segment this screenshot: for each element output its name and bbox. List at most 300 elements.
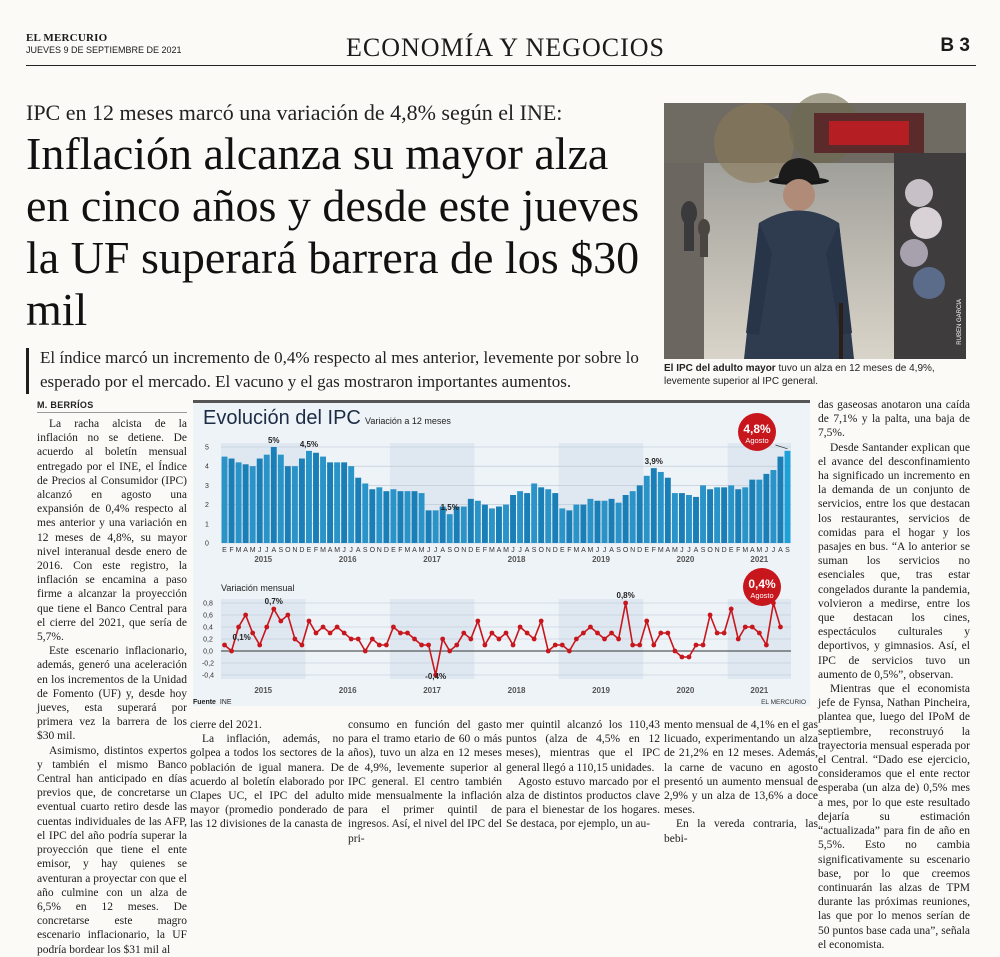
monthly-ipc-point: [658, 631, 663, 636]
monthly-ipc-point: [687, 655, 692, 660]
month-label: M: [671, 547, 678, 554]
month-label: J: [595, 547, 600, 554]
month-label: S: [616, 547, 621, 554]
month-label: F: [651, 547, 656, 554]
month-label: E: [475, 547, 481, 554]
monthly-ipc-point: [264, 625, 269, 630]
paragraph: La racha alcista de la inflación no se detiene. De acuerdo al boletín mensual entregado por el INE, el Índice de Precios al Consumidor (IPC) alcanzó en agosto una expansión de 0,4% respecto al mes anterior y una variación en 12 meses de 4,8%, su mayor nivel interanual desde enero de 2016. Con este registro, la inflación se encamina a paso firme a alcanzar la proyección que tiene el Banco Central para el cierre del 2021, que sería de 5,7%.: [37, 418, 187, 644]
bar-callout-month: Agosto: [745, 436, 769, 445]
month-label: A: [749, 547, 755, 554]
monthly-ipc-point: [490, 631, 495, 636]
monthly-ipc-point: [328, 631, 333, 636]
month-label: M: [489, 547, 495, 554]
monthly-ipc-point: [398, 631, 403, 636]
monthly-ipc-point: [532, 637, 537, 642]
ipc-bar: [496, 507, 502, 543]
year-label: 2017: [423, 686, 442, 695]
month-label: J: [342, 547, 346, 554]
month-label: D: [468, 547, 474, 554]
year-label: 2015: [254, 555, 273, 564]
month-label: A: [665, 547, 671, 554]
ipc-bar: [538, 487, 544, 543]
monthly-ipc-point: [377, 643, 382, 648]
monthly-ipc-point: [525, 631, 530, 636]
month-label: O: [622, 547, 629, 554]
body-column-1: [37, 417, 187, 957]
monthly-ipc-point: [623, 601, 628, 606]
ipc-bar: [637, 485, 643, 543]
y-tick-label: -0,2: [201, 660, 215, 668]
monthly-ipc-point: [250, 631, 255, 636]
month-label: J: [764, 547, 769, 554]
month-label: A: [440, 547, 446, 554]
month-label: D: [299, 547, 305, 554]
monthly-ipc-point: [349, 637, 354, 642]
ipc-bar: [334, 462, 340, 543]
month-label: J: [264, 547, 269, 554]
bar-data-label: 3,9%: [644, 457, 663, 467]
month-label: J: [687, 547, 691, 554]
month-label: J: [602, 547, 607, 554]
ipc-bar: [419, 493, 425, 543]
ipc-bar: [433, 510, 439, 543]
ipc-bar: [609, 499, 615, 543]
monthly-ipc-point: [694, 643, 699, 648]
ipc-bar: [679, 493, 685, 543]
monthly-ipc-point: [229, 649, 234, 654]
month-label: N: [292, 547, 298, 554]
ipc-bar: [707, 489, 713, 543]
ipc-bar: [672, 493, 678, 543]
ipc-bar: [587, 499, 593, 543]
line-callout-value: 0,4%: [748, 577, 776, 591]
byline: M. BERRÍOS: [37, 400, 187, 413]
monthly-ipc-point: [426, 643, 431, 648]
monthly-ipc-point: [616, 637, 621, 642]
month-label: J: [771, 547, 776, 554]
monthly-ipc-point: [644, 619, 649, 624]
line-callout-month: Agosto: [750, 591, 774, 600]
ipc-bar: [623, 495, 629, 543]
body-column-5: [664, 718, 818, 846]
bar-callout: [738, 413, 776, 451]
paragraph: consumo en función del gasto para el tramo etario de 60 o más años), tuvo un alza en 12 meses de 4,9%, levemente superior al IPC general. El centro también mide mensualmente la inflación para el primer quintil de ingresos. Así, el nivel del IPC del pri-: [348, 719, 502, 845]
monthly-ipc-point: [715, 631, 720, 636]
month-label: A: [243, 547, 248, 554]
monthly-ipc-point: [454, 643, 459, 648]
ipc-bar: [341, 462, 347, 543]
month-label: J: [257, 547, 262, 554]
ipc-bar: [489, 508, 495, 543]
ipc-bar: [285, 466, 291, 543]
month-label: O: [707, 547, 713, 554]
line-data-label: 0,1%: [232, 633, 251, 642]
monthly-ipc-point: [384, 643, 389, 648]
article-deck: El índice marcó un incremento de 0,4% respecto al mes anterior, levemente por sobre lo esperado por el mercado. El vacuno y el gas mostraron importantes aumentos.: [40, 348, 639, 391]
monthly-ipc-point: [475, 619, 480, 624]
monthly-ipc-point: [750, 625, 755, 630]
ipc-bar: [552, 493, 558, 543]
ipc-bar: [665, 478, 671, 543]
month-label: O: [538, 547, 544, 554]
line-chart-subtitle: Variación mensual: [221, 583, 295, 593]
monthly-ipc-point: [665, 631, 670, 636]
month-label: D: [552, 547, 558, 554]
month-label: A: [412, 547, 417, 554]
ipc-bar: [236, 462, 242, 543]
month-label: F: [736, 547, 741, 554]
month-label: A: [355, 547, 361, 554]
monthly-ipc-point: [588, 625, 593, 630]
paragraph: Agosto estuvo marcado por el alza de distintos productos clave para el bienestar de los hogares. Se destaca, por ejemplo, un au-: [506, 775, 660, 831]
ipc-bar: [383, 491, 389, 543]
ipc-bar: [222, 457, 228, 543]
month-label: M: [742, 547, 749, 554]
ipc-bar: [566, 510, 572, 543]
monthly-ipc-point: [335, 625, 340, 630]
year-label: 2020: [676, 555, 695, 564]
ipc-bar: [447, 514, 453, 543]
photo-illustration: [664, 103, 966, 359]
monthly-ipc-point: [581, 631, 586, 636]
month-label: S: [531, 547, 537, 554]
monthly-ipc-point: [307, 619, 312, 624]
line-data-label: 0,8%: [616, 591, 635, 600]
monthly-ipc-point: [342, 631, 347, 636]
body-column-2: [190, 718, 344, 832]
month-label: A: [327, 547, 333, 554]
month-label: S: [700, 547, 706, 554]
y-tick-label: 0,8: [203, 600, 213, 608]
chart-canvas: [193, 403, 810, 709]
monthly-ipc-point: [257, 643, 262, 648]
photo-caption: [664, 362, 969, 388]
month-label: E: [391, 547, 396, 554]
month-label: D: [637, 547, 643, 554]
section-title: ECONOMÍA Y NEGOCIOS: [346, 33, 665, 62]
paragraph: cierre del 2021.: [190, 719, 262, 731]
chart-source-label: Fuente: [193, 699, 216, 706]
monthly-ipc-point: [729, 607, 734, 612]
month-label: M: [573, 547, 580, 554]
month-label: F: [482, 547, 488, 554]
month-label: J: [433, 547, 438, 554]
month-label: J: [511, 547, 515, 554]
monthly-ipc-point: [363, 649, 368, 654]
year-label: 2021: [750, 686, 769, 695]
monthly-ipc-point: [736, 637, 741, 642]
ipc-bar: [700, 485, 706, 543]
ipc-bar: [742, 487, 748, 543]
ipc-bar: [468, 499, 474, 543]
month-label: A: [581, 547, 586, 554]
month-label: M: [404, 547, 411, 554]
ipc-bar: [292, 466, 298, 543]
monthly-ipc-point: [757, 631, 762, 636]
monthly-ipc-point: [243, 613, 248, 618]
monthly-ipc-point: [236, 625, 241, 630]
month-label: A: [496, 547, 502, 554]
ipc-bar: [264, 455, 270, 543]
monthly-ipc-point: [356, 637, 361, 642]
month-label: M: [418, 547, 425, 554]
ipc-bar: [728, 485, 734, 543]
monthly-ipc-point: [461, 631, 466, 636]
ipc-bar: [369, 489, 375, 543]
monthly-ipc-point: [482, 643, 487, 648]
monthly-ipc-point: [602, 637, 607, 642]
ipc-bar: [658, 472, 664, 543]
month-label: S: [362, 547, 368, 554]
chart-source: [193, 699, 232, 706]
ipc-bar: [559, 508, 565, 543]
monthly-ipc-point: [680, 655, 685, 660]
month-label: F: [229, 547, 234, 554]
paragraph: Desde Santander explican que el avance del desconfinamiento ha significado un incremento en la demanda de un conjunto de servicios, entre los que destacan los restaurantes, servicios de comidas para el hogar y los pasajes en bus. “A lo anterior se suman los servicios no esenciales que, tras estar congelados durante la pandemia, volvieron a medirse, entre los que destacan los cines, espectáculos culturales y deportivos, y gimnasios. Así, el IPC de servicios tuvo un aumento de 0,5%”, observan.: [818, 441, 970, 681]
ipc-bar: [573, 505, 579, 543]
year-label: 2020: [676, 686, 695, 695]
ipc-bar: [644, 476, 650, 543]
month-label: A: [609, 547, 614, 554]
ipc-bar: [777, 457, 783, 543]
monthly-ipc-point: [574, 637, 579, 642]
month-label: S: [447, 547, 453, 554]
monthly-ipc-point: [314, 631, 319, 636]
monthly-ipc-point: [764, 643, 769, 648]
month-label: O: [285, 547, 291, 554]
ipc-bar: [412, 491, 418, 543]
chart-title: Evolución del IPC: [203, 407, 361, 429]
ipc-bar: [355, 478, 361, 543]
ipc-bar: [313, 453, 319, 543]
month-label: D: [383, 547, 389, 554]
bar-chart-subtitle: Variación a 12 meses: [365, 416, 451, 426]
photo-credit: RUBÉN GARCÍA: [957, 299, 963, 345]
month-label: N: [376, 547, 382, 554]
month-label: M: [756, 547, 763, 554]
ipc-bar: [524, 493, 530, 543]
ipc-bar: [602, 501, 608, 543]
line-data-label: -0,4%: [425, 672, 447, 681]
page-number: B 3: [940, 35, 970, 56]
y-tick-label: 0: [205, 540, 209, 548]
body-column-6: [818, 398, 970, 952]
month-label: O: [454, 547, 460, 554]
article-kicker: IPC en 12 meses marcó una variación de 4,8% según el INE:: [26, 100, 563, 125]
monthly-ipc-point: [405, 631, 410, 636]
article-photo: [664, 103, 966, 359]
paragraph: das gaseosas anotaron una caída de 7,1% y la palta, una baja de 7,5%.: [818, 399, 970, 440]
page-header: [26, 32, 976, 66]
monthly-ipc-point: [321, 625, 326, 630]
month-label: M: [657, 547, 664, 554]
body-column-4: [506, 718, 660, 832]
paragraph: Mientras que el economista jefe de Fynsa, Nathan Pincheira, plantea que, luego del IPoM de septiembre, reconstruyó la trayectoria mensual esperada por el Central. “Dado ese ejercicio, consideramos que el ente rector esperaba (un alza de) 0,5% mes a mes, por lo que este resultado dejaría su estimación “actualizada” para fin de año en 5,5%. Esto no cambia significativamente su escenario base, por lo que creemos continuarán las alzas de TPM durante las próximas reuniones, las que por lo menos serían de 50 puntos base cada una”, señala el economista.: [818, 683, 970, 951]
year-label: 2016: [338, 555, 357, 564]
line-callout: [743, 568, 781, 606]
month-label: E: [728, 547, 734, 554]
newspaper-name: EL MERCURIO: [26, 32, 108, 44]
ipc-bar: [770, 470, 776, 543]
deck-rule: [26, 348, 29, 394]
monthly-ipc-point: [595, 631, 600, 636]
ipc-bar: [693, 497, 699, 543]
ipc-bar: [405, 491, 411, 543]
paragraph: Asimismo, distintos expertos y también el mismo Banco Central han anticipado en días previos que, de concretarse un eventual cuarto retiro desde las cuentas individuales de las AFP, el IPC del año podría superar la proyección que tiene el ente emisor, y hay quienes se aventuran a proyectar con que el año culmine con un alza de 6,5% en 12 meses. De concretarse este magro escenario inflacionario, la UF podría bordear los $31 mil al: [37, 744, 187, 956]
ipc-bar: [510, 495, 516, 543]
month-label: M: [235, 547, 242, 554]
month-label: M: [587, 547, 594, 554]
month-label: A: [524, 547, 530, 554]
monthly-ipc-point: [391, 625, 396, 630]
month-label: N: [630, 547, 636, 554]
bar-data-label: 4,5%: [299, 439, 319, 449]
monthly-ipc-point: [701, 643, 706, 648]
ipc-bar: [686, 495, 692, 543]
monthly-ipc-point: [468, 637, 473, 642]
ipc-bar: [426, 510, 432, 543]
y-tick-label: 0,4: [203, 624, 213, 632]
ipc-bar: [785, 451, 791, 543]
line-data-label: 0,7%: [264, 597, 283, 606]
monthly-ipc-point: [672, 649, 677, 654]
y-tick-label: 0,2: [203, 636, 213, 644]
ipc-bar: [320, 457, 326, 543]
monthly-ipc-point: [419, 643, 424, 648]
monthly-ipc-point: [609, 631, 614, 636]
month-label: N: [461, 547, 467, 554]
paragraph: mento mensual de 4,1% en el gas licuado, experimentando un alza de 21,2% en 12 meses. Además, la carne de vacuno en agosto presentó un aumento mensual de 2,9% y un alza de 13,6% a doce meses.: [664, 719, 818, 817]
monthly-ipc-point: [300, 643, 305, 648]
ipc-bar: [243, 464, 249, 543]
y-tick-label: 1: [205, 521, 209, 529]
monthly-ipc-point: [370, 637, 375, 642]
ipc-bar: [306, 451, 312, 543]
month-label: E: [644, 547, 650, 554]
ipc-bar: [475, 501, 481, 543]
monthly-ipc-point: [447, 649, 452, 654]
month-label: F: [398, 547, 403, 554]
monthly-ipc-point: [292, 637, 297, 642]
ipc-bar: [595, 501, 601, 543]
caption-text: tuvo un alza en 12 meses de 4,9%, levemente superior al IPC general.: [664, 363, 935, 387]
ipc-chart: [193, 400, 810, 706]
ipc-bar: [257, 459, 263, 543]
year-label: 2019: [592, 686, 610, 695]
month-label: J: [426, 547, 431, 554]
ipc-bar: [278, 455, 284, 543]
y-tick-label: 0,6: [203, 612, 213, 620]
ipc-bar: [362, 483, 368, 543]
ipc-bar: [721, 487, 727, 543]
year-label: 2021: [750, 555, 769, 564]
year-label: 2018: [507, 686, 526, 695]
caption-lead: El IPC del adulto mayor: [664, 363, 776, 374]
month-label: F: [313, 547, 319, 554]
monthly-ipc-point: [637, 643, 642, 648]
ipc-bar: [327, 462, 333, 543]
month-label: E: [559, 547, 565, 554]
monthly-ipc-point: [778, 625, 783, 630]
monthly-ipc-point: [546, 649, 551, 654]
ipc-bar: [756, 480, 762, 543]
issue-date: JUEVES 9 DE SEPTIEMBRE DE 2021: [26, 45, 182, 55]
ipc-bar: [503, 505, 509, 543]
month-label: J: [518, 547, 522, 554]
ipc-bar: [616, 503, 622, 543]
body-column-3: [348, 718, 502, 846]
ipc-bar: [763, 474, 769, 543]
monthly-ipc-point: [504, 631, 509, 636]
year-label: 2016: [338, 686, 357, 695]
month-label: M: [320, 547, 326, 554]
ipc-bar: [531, 483, 537, 543]
bar-data-label: 5%: [267, 436, 280, 445]
monthly-ipc-point: [539, 619, 544, 624]
month-label: N: [714, 547, 720, 554]
monthly-ipc-point: [743, 625, 748, 630]
bar-callout-value: 4,8%: [743, 422, 771, 436]
month-label: E: [306, 547, 312, 554]
monthly-ipc-point: [271, 607, 276, 612]
month-label: J: [680, 547, 684, 554]
month-label: M: [334, 547, 341, 554]
ipc-bar: [517, 491, 523, 543]
monthly-ipc-point: [553, 643, 558, 648]
y-tick-label: 4: [205, 463, 209, 471]
paragraph: En la vereda contraria, las bebi-: [664, 818, 818, 845]
month-label: D: [721, 547, 727, 554]
ipc-bar: [299, 459, 305, 543]
ipc-bar: [376, 487, 382, 543]
ipc-bar: [390, 489, 396, 543]
monthly-ipc-point: [567, 649, 572, 654]
year-label: 2015: [254, 686, 273, 695]
ipc-bar: [348, 466, 354, 543]
paragraph: Este escenario inflacionario, además, generó una aceleración en los incrementos de la Unidad de Fomento (UF) y, desde hoy jueves, esta superará por primera vez la barrera de los $30 mil.: [37, 645, 187, 743]
ipc-bar: [229, 459, 235, 543]
paragraph: mer quintil alcanzó los 110,43 puntos (alza de 4,5% en 12 meses), mientras que el IPC general llegó a 110,15 unidades.: [506, 719, 660, 774]
year-label: 2019: [592, 555, 610, 564]
monthly-ipc-point: [285, 613, 290, 618]
ipc-bar: [749, 480, 755, 543]
chart-brand: EL MERCURIO: [761, 699, 806, 706]
y-tick-label: 5: [205, 444, 209, 452]
month-label: S: [785, 547, 790, 554]
monthly-ipc-point: [722, 631, 727, 636]
monthly-ipc-point: [560, 643, 565, 648]
y-tick-label: 3: [205, 482, 209, 490]
month-label: A: [778, 547, 783, 554]
monthly-ipc-point: [222, 643, 227, 648]
monthly-ipc-point: [440, 637, 445, 642]
month-label: A: [271, 547, 277, 554]
year-label: 2017: [423, 555, 442, 564]
paragraph: La inflación, además, no golpea a todos los sectores de la población de igual manera. De acuerdo al boletín elaborado por Clapes UC, el IPC del adulto mayor (promedio ponderado de las 12 divisiones de la canasta de: [190, 733, 344, 831]
ipc-bar: [735, 489, 741, 543]
monthly-ipc-point: [278, 619, 283, 624]
month-label: M: [503, 547, 509, 554]
ipc-bar: [545, 489, 551, 543]
monthly-ipc-point: [651, 643, 656, 648]
y-tick-label: -0,4: [201, 672, 215, 680]
bar-data-label: 1,5%: [440, 503, 459, 513]
month-label: O: [369, 547, 376, 554]
ipc-bar: [482, 505, 488, 543]
month-label: J: [349, 547, 353, 554]
y-tick-label: 0,0: [203, 648, 213, 656]
month-label: S: [278, 547, 284, 554]
